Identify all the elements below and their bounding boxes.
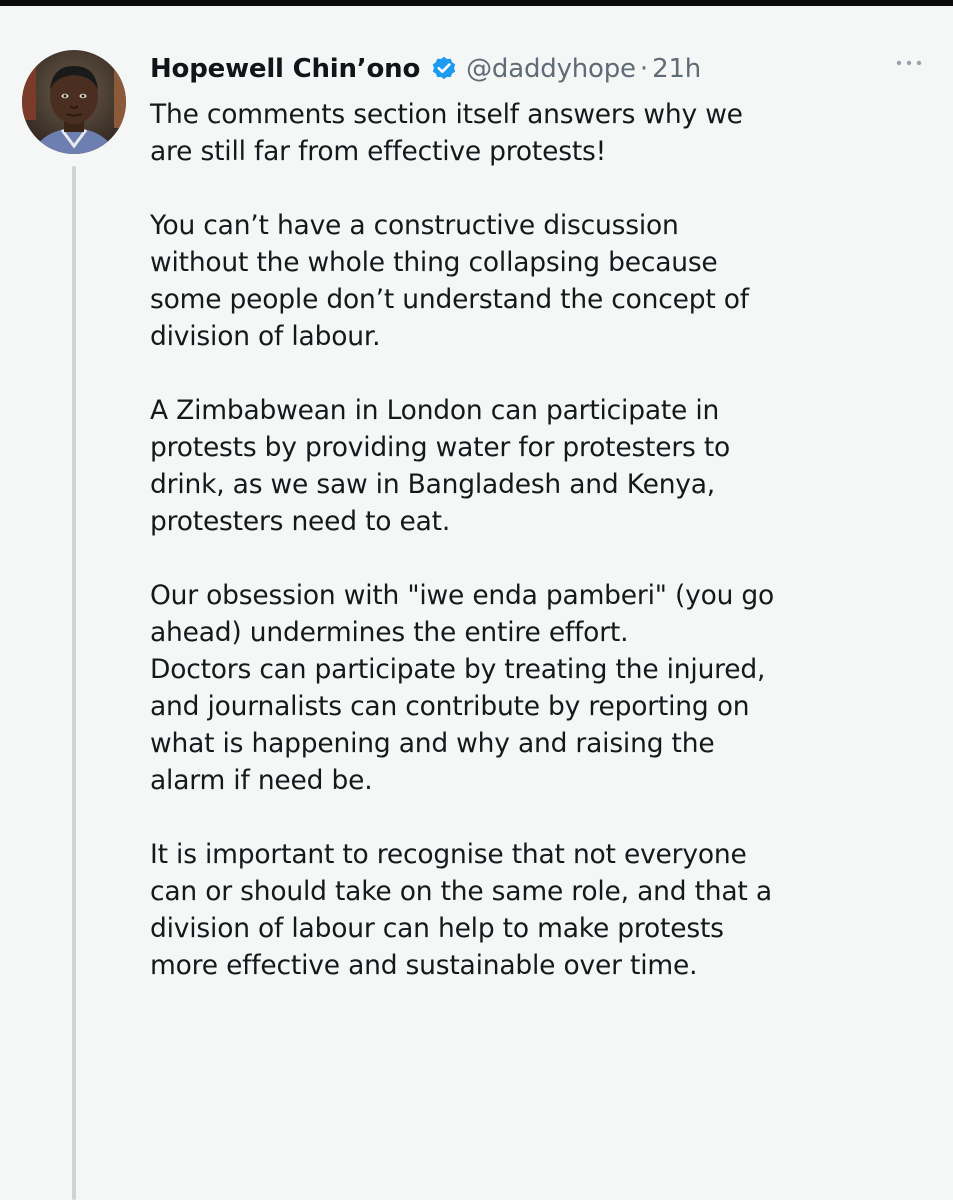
text-line: It is important to recognise that not everyone (150, 839, 747, 870)
author-avatar[interactable] (22, 50, 126, 154)
text-line: protests by providing water for protesters to (150, 432, 731, 463)
text-line: A Zimbabwean in London can participate in (150, 395, 720, 426)
more-options-icon[interactable] (891, 54, 927, 72)
text-line: are still far from effective protests! (150, 136, 607, 167)
text-line: Our obsession with "iwe enda pamberi" (you go (150, 580, 775, 611)
tweet-paragraph-2 (150, 207, 940, 355)
text-line: You can’t have a constructive discussion (150, 210, 679, 241)
verified-badge-icon (430, 55, 458, 83)
tweet-paragraph-5 (150, 836, 940, 984)
text-line: Doctors can participate by treating the injured, (150, 654, 766, 685)
author-name[interactable]: Hopewell Chin’ono (150, 54, 421, 84)
text-line: protesters need to eat. (150, 506, 451, 537)
text-line: what is happening and why and raising the (150, 728, 715, 759)
text-line: The comments section itself answers why we (150, 99, 743, 130)
tweet-paragraph-1 (150, 96, 940, 170)
tweet-header (150, 48, 933, 90)
text-line: division of labour can help to make protests (150, 913, 724, 944)
tweet-paragraph-4 (150, 577, 940, 799)
text-line: drink, as we saw in Bangladesh and Kenya, (150, 469, 716, 500)
text-line: alarm if need be. (150, 765, 373, 796)
text-line: and journalists can contribute by reporting on (150, 691, 750, 722)
tweet-text (150, 96, 940, 1021)
tweet-card (0, 6, 953, 1200)
text-line: ahead) undermines the entire effort. (150, 617, 629, 648)
text-line: division of labour. (150, 321, 381, 352)
separator-dot: · (639, 54, 649, 84)
text-line: without the whole thing collapsing because (150, 247, 718, 278)
text-line: some people don’t understand the concept of (150, 284, 749, 315)
tweet-timestamp[interactable]: 21h (652, 54, 702, 84)
text-line: can or should take on the same role, and that a (150, 876, 772, 907)
thread-connector-line (72, 166, 76, 1200)
avatar-photo (22, 50, 126, 154)
text-line: more effective and sustainable over time. (150, 950, 698, 981)
author-handle[interactable]: @daddyhope (466, 54, 636, 84)
tweet-paragraph-3 (150, 392, 940, 540)
